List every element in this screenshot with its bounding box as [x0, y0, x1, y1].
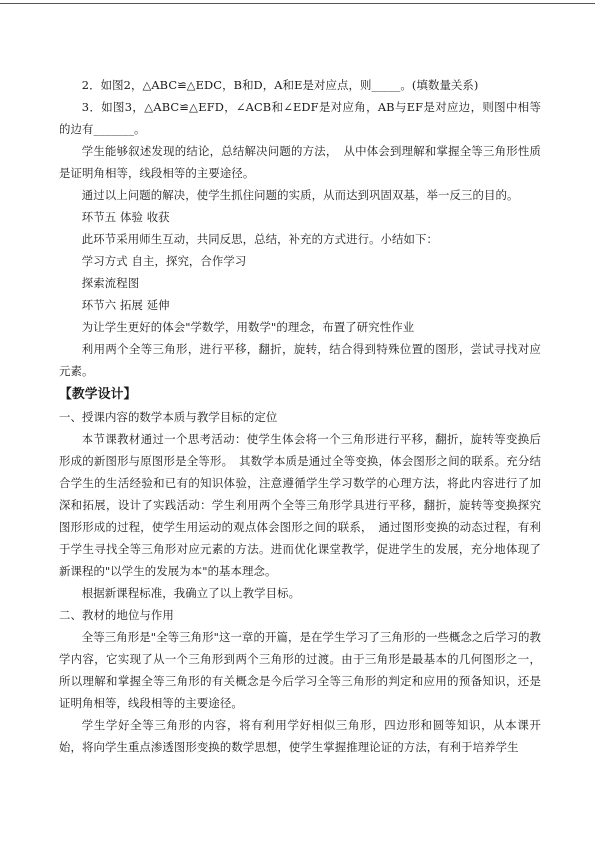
section-1-paragraph-1: 本节课教材通过一个思考活动：使学生体会将一个三角形进行平移，翻折，旋转等变换后形成的新图形与原图形是全等形。 其数学本质是通过全等变换，体会图形之间的联系。充分结合学生的生活经验和已有的知识体验，注意遵循学生学习数学的心理方法，将此内容进行了加深和拓展，设计了实践活动：学生利用两个全等三角形学具进行平移，翻折，旋转等变换探究图形形成的过程，使学生用运动的观点体会图形之间的联系， 通过图形变换的动态过程，有利于学生寻找全等三角形对应元素的方法。进而优化课堂教学，促进学生的发展，充分地体现了新课程的"以学生的发展为本"的基本理念。	[59, 432, 541, 578]
stage-six-heading: 环节六 拓展 延伸	[81, 298, 170, 312]
exercise-3: 3．如图3，△ABC≌△EFD，∠ACB和∠EDF是对应角，AB与EF是对应边，则图中相等的边有_______。	[59, 100, 541, 136]
header-rule	[0, 3, 595, 4]
stage-five-heading: 环节五 体验 收获	[81, 210, 170, 224]
section-2-heading: 二、教材的地位与作用	[59, 608, 174, 622]
stage-six-text: 为让学生更好的体会"学数学，用数学"的理念，布置了研究性作业	[81, 320, 415, 334]
teaching-design-title: 【教学设计】	[59, 387, 137, 402]
document-body	[59, 74, 541, 758]
purpose-paragraph: 通过以上问题的解决，使学生抓住问题的实质，从而达到巩固双基，举一反三的目的。	[81, 188, 519, 202]
homework-paragraph: 利用两个全等三角形，进行平移，翻折，旋转，结合得到特殊位置的图形，尝试寻找对应元素。	[59, 342, 541, 378]
learning-method: 学习方式 自主，探究，合作学习	[81, 254, 247, 268]
stage-five-text: 此环节采用师生互动，共同反思，总结，补充的方式进行。小结如下：	[81, 232, 439, 246]
section-1-paragraph-2: 根据新课程标准，我确立了以上教学目标。	[81, 586, 301, 600]
flowchart-label: 探索流程图	[81, 276, 140, 290]
section-2-paragraph-1: 全等三角形是"全等三角形"这一章的开篇，是在学生学习了三角形的一些概念之后学习的教学内容，它实现了从一个三角形到两个三角形的过渡。由于三角形是最基本的几何图形之一，所以理解和掌握全等三角形的有关概念是今后学习全等三角形的判定和应用的预备知识，还是证明角相等，线段相等的主要途径。	[59, 630, 541, 710]
section-2-paragraph-2: 学生学好全等三角形的内容，将有利用学好相似三角形，四边形和圆等知识，从本课开始，将向学生重点渗透图形变换的数学思想，使学生掌握推理论证的方法，有利于培养学生	[59, 718, 541, 754]
conclusion-paragraph: 学生能够叙述发现的结论，总结解决问题的方法， 从中体会到理解和掌握全等三角形性质是证明角相等，线段相等的主要途径。	[59, 144, 541, 180]
exercise-2: 2．如图2，△ABC≌△EDC，B和D，A和E是对应点，则_____。(填数量关系)	[81, 78, 479, 92]
section-1-heading: 一、授课内容的数学本质与教学目标的定位	[59, 410, 278, 424]
